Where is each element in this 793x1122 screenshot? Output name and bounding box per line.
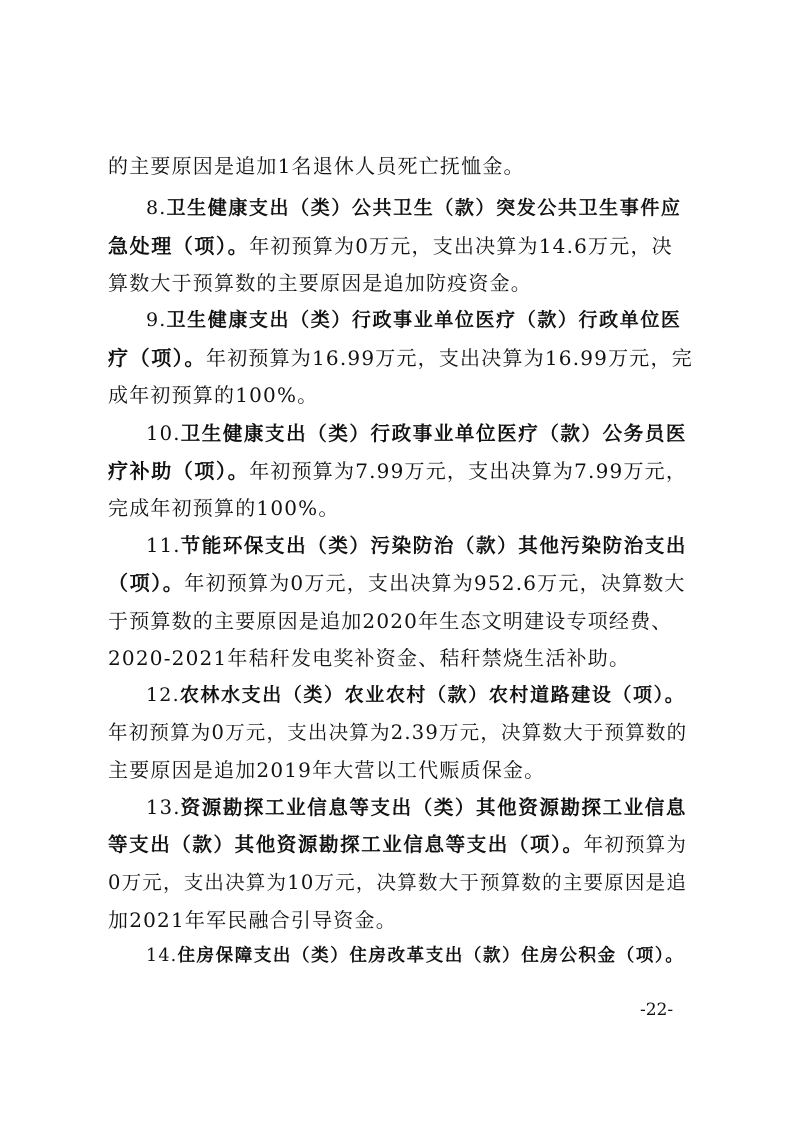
item-heading: 等支出（款）其他资源勘探工业信息等支出（项）。 <box>108 833 584 856</box>
paragraph-8-line-2 <box>108 230 693 259</box>
item-heading: （项）。 <box>108 571 185 595</box>
page-number: -22- <box>640 1000 674 1020</box>
paragraph-12-line-1 <box>146 680 693 707</box>
item-number: 12. <box>146 684 180 706</box>
paragraph-10-line-2 <box>108 455 693 484</box>
item-number: 14. <box>146 946 178 966</box>
item-number: 8. <box>146 197 167 219</box>
item-heading: 急处理（项）。 <box>108 234 250 258</box>
item-text: 成年初预算的100%。 <box>108 383 319 407</box>
item-text: 完成年初预算的100%。 <box>108 496 340 520</box>
paragraph-13-line-3 <box>108 867 693 895</box>
item-heading: 节能环保支出（类）污染防治（款）其他污染防治支出 <box>180 534 688 557</box>
item-heading: 卫生健康支出（类）公共卫生（款）突发公共卫生事件应 <box>166 197 682 219</box>
paragraph-11-line-4 <box>108 642 693 671</box>
paragraph-8-line-3 <box>108 267 693 296</box>
item-heading: 卫生健康支出（类）行政事业单位医疗（款）行政单位医 <box>166 309 682 331</box>
item-text: 0万元，支出决算为10万元，决算数大于预算数的主要原因是追 <box>108 871 688 894</box>
paragraph-9-line-1 <box>146 305 693 332</box>
item-text: 年初预算为16.99万元，支出决算为16.99万元，完 <box>206 346 693 370</box>
item-text: 年初预算为0万元，支出决算为952.6万元，决算数大 <box>184 571 686 595</box>
paragraph-11-line-2 <box>108 567 693 596</box>
item-heading: 疗（项）。 <box>108 346 206 370</box>
paragraph-8-line-1 <box>146 193 693 220</box>
item-number: 11. <box>146 534 181 557</box>
paragraph-14-line-1 <box>146 942 693 967</box>
paragraph-11-line-1 <box>146 530 693 558</box>
text-line: 的主要原因是追加1名退休人员死亡抚恤金。 <box>108 154 525 178</box>
paragraph-10-line-3 <box>108 492 693 521</box>
item-number: 10. <box>146 422 181 445</box>
item-number: 13. <box>146 796 181 819</box>
item-number: 9. <box>146 309 167 331</box>
paragraph-13-line-1 <box>146 792 693 820</box>
item-text: 年初预算为0万元，支出决算为14.6万元，决 <box>249 234 673 258</box>
item-heading: 资源勘探工业信息等支出（类）其他资源勘探工业信息 <box>180 796 688 819</box>
item-text: 年初预算为0万元，支出决算为2.39万元，决算数大于预算数的 <box>108 721 688 744</box>
item-text: 算数大于预算数的主要原因是追加防疫资金。 <box>108 271 532 295</box>
item-heading: 疗补助（项）。 <box>108 459 250 483</box>
item-heading: 住房保障支出（类）住房改革支出（款）住房公积金（项）。 <box>177 946 685 966</box>
paragraph-10-line-1 <box>146 418 693 446</box>
paragraph-13-line-4 <box>108 904 693 933</box>
paragraph-continuation <box>108 150 693 179</box>
paragraph-9-line-2 <box>108 342 693 371</box>
paragraph-12-line-2 <box>108 717 693 745</box>
paragraph-13-line-2 <box>108 829 693 857</box>
paragraph-9-line-3 <box>108 379 693 408</box>
item-text: 年初预算为 <box>583 833 688 856</box>
item-heading: 农林水支出（类）农业农村（款）农村道路建设（项）。 <box>179 684 686 706</box>
item-text: 年初预算为7.99万元，支出决算为7.99万元， <box>249 459 688 483</box>
item-text: 主要原因是追加2019年大营以工代赈质保金。 <box>108 758 546 782</box>
paragraph-12-line-3 <box>108 754 693 783</box>
item-text: 加2021年军民融合引导资金。 <box>108 908 397 932</box>
item-heading: 卫生健康支出（类）行政事业单位医疗（款）公务员医 <box>180 422 688 445</box>
paragraph-11-line-3 <box>108 605 693 634</box>
item-text: 2020-2021年秸秆发电奖补资金、秸秆禁烧生活补助。 <box>108 646 631 670</box>
item-text: 于预算数的主要原因是追加2020年生态文明建设专项经费、 <box>108 609 673 633</box>
